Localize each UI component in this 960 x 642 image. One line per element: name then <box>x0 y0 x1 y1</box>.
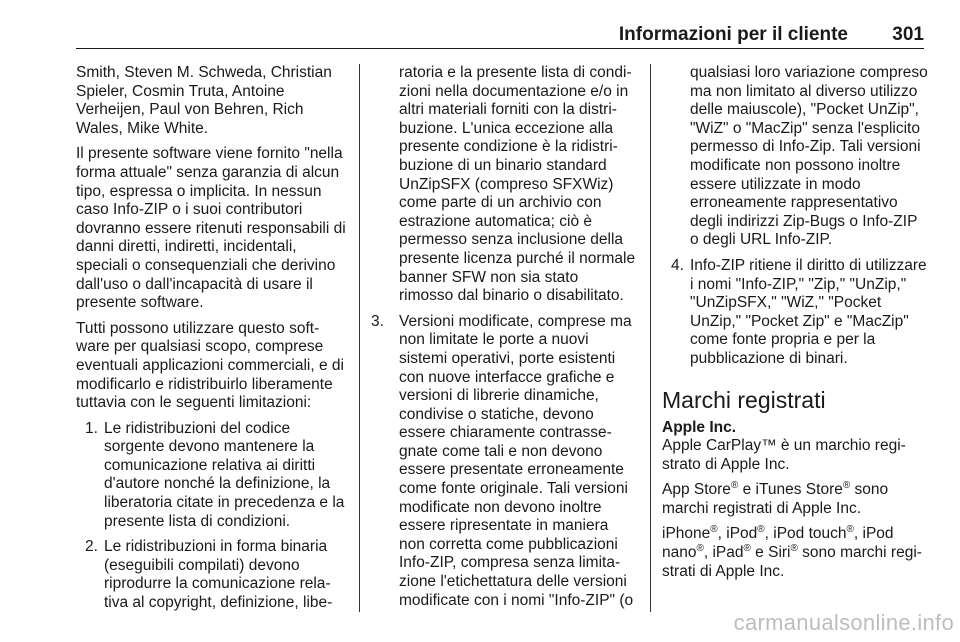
list-text: Le ridistribuzioni del codice sorgente devono mantenere la comunicazione relativa ai diritti d'autore nonché la definizione, la liberatoria citate in precedenza e la presente lista di condizioni. <box>104 419 345 530</box>
registered-mark: ® <box>842 480 851 492</box>
list-text: Versioni modificate, comprese ma non limitate le porte a nuovi sistemi operativi, porte esistenti con nuove interfacce grafiche e versioni di librerie dinamiche, condivise o statiche, devono essere chiaramente contrassegnate come tali e non devono essere presentate erroneamente come fonte originale. Tali versioni modificate non devono inoltre essere ripresentate in maniera non corretta come pubblicazioni Info-ZIP, compresa senza limitazione l'etichettatura delle versioni modificate con i nomi "Info-ZIP" (o <box>399 312 634 609</box>
list-item <box>76 420 346 532</box>
paragraph: Tutti possono utilizzare questo software per qualsiasi scopo, comprese eventuali applicazioni commerciali, e di modificarlo e ridistribuirlo liberamente tuttavia con le seguenti limitazioni: <box>76 319 344 412</box>
list-number: 1. <box>85 419 98 437</box>
list-number: 4. <box>671 256 684 274</box>
subheading: Apple Inc. <box>662 418 737 436</box>
text-run: App Store <box>662 481 731 499</box>
registered-mark: ® <box>790 542 798 554</box>
page-title: Informazioni per il cliente <box>618 24 848 45</box>
registered-mark: ® <box>743 542 751 554</box>
paragraph: Apple CarPlay™ è un marchio registrato di Apple Inc. <box>662 437 906 473</box>
list-text: Le ridistribuzioni in forma binaria (eseguibili compilati) devono riprodurre la comunicazione relativa al copyright, definizione, libe- <box>104 538 333 612</box>
list-continuation: ratoria e la presente lista di condizioni nella documentazione e/o in altri materiali forniti con la distribuzione. L'unica eccezione alla presente condizione è la ridistribuzione di un binario standard UnZipSFX (compreso SFXWiz) come parte di un archivio con estrazione automatica; ciò è permesso senza inclusione della presente licenza purché il normale banner SFW non sia stato rimosso dal binario o disabilitato. <box>399 64 636 305</box>
watermark: carmanualsonline.info <box>733 610 954 635</box>
paragraph: Smith, Steven M. Schweda, Christian Spieler, Cosmin Truta, Antoine Verheijen, Paul von Behren, Rich Wales, Mike White. <box>76 64 332 137</box>
list-number: 3. <box>371 312 384 330</box>
column-2 <box>371 64 636 617</box>
text-run: sono marchi registrati di Apple Inc. <box>662 481 889 517</box>
page-header <box>76 22 924 49</box>
list-number: 2. <box>85 538 98 556</box>
paragraph <box>662 481 928 518</box>
registered-mark: ® <box>710 524 718 536</box>
section-heading: Marchi registrati <box>662 386 826 413</box>
registered-mark: ® <box>757 524 765 536</box>
paragraph: Il presente software viene fornito "nella forma attuale" senza garanzia di alcun tipo, espressa o implicita. In nessun caso Info-ZIP o i suoi contributori dovranno essere ritenuti responsabili di danni diretti, indiretti, incidentali, speciali o consequenziali che derivino dall'uso o dall'incapacità di usare il presente software. <box>76 145 346 312</box>
text-run: , iPod nano <box>662 525 894 562</box>
list-continuation: qualsiasi loro variazione compreso ma non limitato al diverso utilizzo delle maiuscole), "Pocket UnZip", "WiZ" o "MacZip" senza l'esplicito permesso di Info-Zip. Tali versioni modificate non possono inoltre essere utilizzate in modo erroneamente rappresentativo degli indirizzi Zip-Bugs o Info-ZIP o degli URL Info-ZIP. <box>690 64 928 249</box>
text-run: e Siri <box>750 544 791 562</box>
list-text: Info-ZIP ritiene il diritto di utilizzare i nomi "Info-ZIP," "Zip," "UnZip," "UnZipSFX," "WiZ," "Pocket UnZip," "Pocket Zip" e "MacZip" come fonte propria e per la pubblicazione di binari. <box>690 256 927 367</box>
text-run: sono marchi registrati di Apple Inc. <box>662 544 922 580</box>
registered-mark: ® <box>846 524 854 536</box>
text-run: e iTunes Store <box>738 481 843 499</box>
list-item <box>371 313 636 611</box>
registered-mark: ® <box>696 542 704 554</box>
column-1 <box>76 64 346 620</box>
text-run: , iPad <box>703 544 744 562</box>
column-divider <box>359 64 360 612</box>
list-item <box>662 257 928 369</box>
registered-mark: ® <box>730 480 739 492</box>
text-run: , iPod <box>717 525 758 543</box>
text-run: , iPod touch <box>764 525 847 543</box>
list-item <box>76 538 346 612</box>
text-run: iPhone <box>662 525 711 543</box>
column-divider <box>650 64 651 612</box>
page-number: 301 <box>892 24 924 45</box>
column-3 <box>662 64 928 588</box>
paragraph <box>662 525 928 581</box>
